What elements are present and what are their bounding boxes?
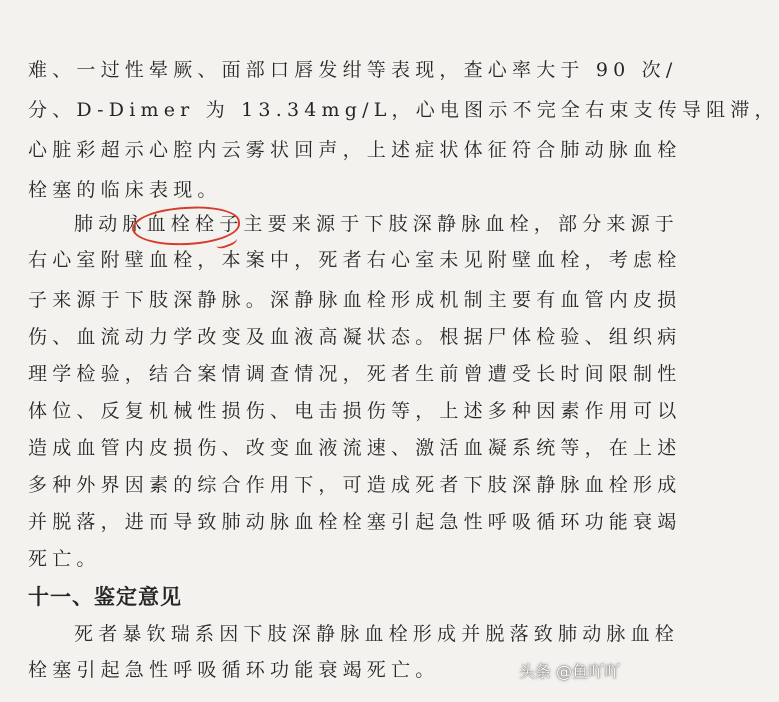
text-line: 理学检验，结合案情调查情况，死者生前曾遭受长时间限制性 — [28, 363, 682, 385]
text-line: 并脱落，进而导致肺动脉血栓栓塞引起急性呼吸循环功能衰竭 — [28, 511, 682, 533]
text-line: 分、D-Dimer 为 13.34mg/L，心电图示不完全右束支传导阻滞， — [28, 99, 779, 121]
text-line: 心脏彩超示心腔内云雾状回声，上述症状体征符合肺动脉血栓 — [28, 139, 682, 161]
text-line: 多种外界因素的综合作用下，可造成死者下肢深静脉血栓形成 — [28, 474, 682, 496]
section-heading: 十一、鉴定意见 — [28, 585, 182, 609]
text-line: 栓塞引起急性呼吸循环功能衰竭死亡。 — [28, 659, 440, 681]
text-line: 右心室附壁血栓，本案中，死者右心室未见附壁血栓，考虑栓 — [28, 249, 682, 271]
text-line: 栓塞的临床表现。 — [28, 179, 222, 201]
text-line: 肺动脉血栓栓子主要来源于下肢深静脉血栓，部分来源于 — [74, 213, 680, 235]
text-line: 难、一过性晕厥、面部口唇发绀等表现，查心率大于 90 次/ — [28, 59, 678, 81]
text-line: 子来源于下肢深静脉。深静脉血栓形成机制主要有血管内皮损 — [28, 289, 682, 311]
watermark-text: 头条 @鱼吖吖 — [518, 662, 620, 681]
text-line: 死者暴钦瑞系因下肢深静脉血栓形成并脱落致肺动脉血栓 — [74, 623, 680, 645]
text-line: 伤、血流动力学改变及血液高凝状态。根据尸体检验、组织病 — [28, 326, 682, 348]
text-line: 造成血管内皮损伤、改变血液流速、激活血凝系统等，在上述 — [28, 437, 682, 459]
text-line: 死亡。 — [28, 548, 101, 570]
text-line: 体位、反复机械性损伤、电击损伤等，上述多种因素作用可以 — [28, 400, 682, 422]
